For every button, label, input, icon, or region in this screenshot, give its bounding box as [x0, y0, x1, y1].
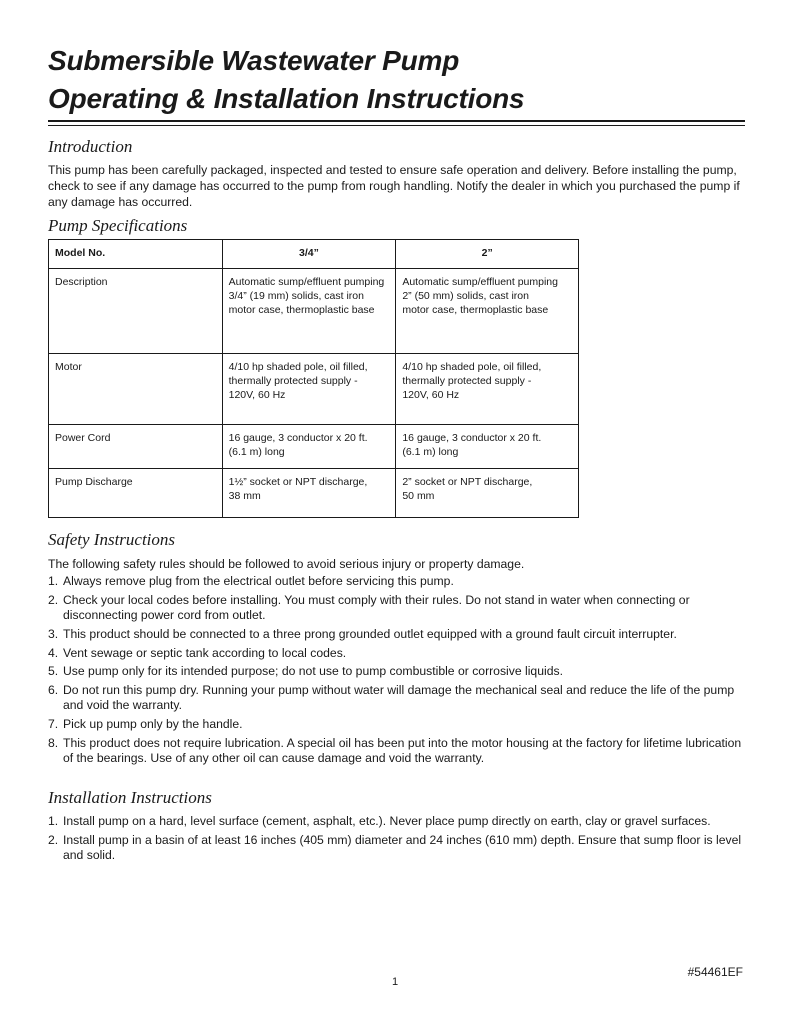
list-item: 4. Vent sewage or septic tank according to local codes.	[48, 645, 347, 660]
table-row	[49, 269, 579, 354]
row-label: Power Cord	[49, 425, 223, 469]
specifications-table	[48, 239, 579, 518]
list-item: 7. Pick up pump only by the handle.	[48, 717, 243, 732]
table-cell: 16 gauge, 3 conductor x 20 ft. (6.1 m) long	[222, 425, 396, 469]
list-item: 5. Use pump only for its intended purpose; do not use to pump combustible or corrosive liquids.	[48, 664, 563, 679]
list-item: 2. Check your local codes before installing. You must comply with their rules. Do not stand in water when connecting or disconnecting power cord from outlet.	[48, 592, 690, 623]
title-line-1: Submersible Wastewater Pump	[48, 45, 460, 76]
table-row	[49, 354, 579, 425]
row-label: Description	[49, 269, 223, 354]
table-row	[49, 469, 579, 518]
row-label: Motor	[49, 354, 223, 425]
introduction-heading: Introduction	[48, 137, 133, 156]
introduction-text: This pump has been carefully packaged, inspected and tested to ensure safe operation and delivery. Before installing the pump, check to see if any damage has occurred to the pump from rough handling. Notify the dealer in which you purchased the pump if any damage has occurred.	[48, 163, 740, 209]
document-title	[48, 42, 524, 118]
title-line-2: Operating & Installation Instructions	[48, 83, 525, 114]
table-cell: 4/10 hp shaded pole, oil filled, thermally protected supply - 120V, 60 Hz	[222, 354, 396, 425]
installation-heading: Installation Instructions	[48, 788, 212, 807]
table-cell: Automatic sump/effluent pumping 3/4” (19 mm) solids, cast iron motor case, thermoplastic base	[222, 269, 396, 354]
table-cell: 2” socket or NPT discharge, 50 mm	[396, 469, 579, 518]
installation-list	[48, 814, 748, 867]
header-model-3-4: 3/4”	[222, 240, 396, 269]
table-cell: 1½” socket or NPT discharge, 38 mm	[222, 469, 396, 518]
specifications-heading: Pump Specifications	[48, 216, 188, 235]
title-rule-thin	[48, 125, 745, 126]
row-label: Pump Discharge	[49, 469, 223, 518]
safety-list	[48, 574, 748, 770]
list-item: 6. Do not run this pump dry. Running your pump without water will damage the mechanical seal and reduce the life of the pump and void the warranty.	[48, 682, 735, 713]
safety-heading: Safety Instructions	[48, 530, 176, 549]
table-cell: 4/10 hp shaded pole, oil filled, thermally protected supply - 120V, 60 Hz	[396, 354, 579, 425]
table-cell: Automatic sump/effluent pumping 2” (50 mm) solids, cast iron motor case, thermoplastic base	[396, 269, 579, 354]
safety-intro: The following safety rules should be followed to avoid serious injury or property damage.	[48, 557, 525, 571]
list-item: 1. Always remove plug from the electrical outlet before servicing this pump.	[48, 574, 454, 588]
header-model-2: 2”	[396, 240, 579, 269]
list-item: 1. Install pump on a hard, level surface (cement, asphalt, etc.). Never place pump directly on earth, clay or gravel surfaces.	[48, 814, 711, 828]
list-item: 8. This product does not require lubrication. A special oil has been put into the motor housing at the factory for lifetime lubrication of the bearings. Use of any other oil can cause damage and void the warranty.	[48, 735, 742, 766]
table-row	[49, 425, 579, 469]
page-number: 1	[392, 976, 399, 988]
table-cell: 16 gauge, 3 conductor x 20 ft. (6.1 m) long	[396, 425, 579, 469]
list-item: 2. Install pump in a basin of at least 16 inches (405 mm) diameter and 24 inches (610 mm) depth. Ensure that sump floor is level and solid.	[48, 832, 742, 863]
table-header-row	[49, 240, 579, 269]
title-rule-thick	[48, 120, 745, 122]
list-item: 3. This product should be connected to a three prong grounded outlet equipped with a ground fault circuit interrupter.	[48, 626, 677, 641]
header-model-no: Model No.	[49, 240, 223, 269]
document-code: #54461EF	[687, 965, 743, 979]
